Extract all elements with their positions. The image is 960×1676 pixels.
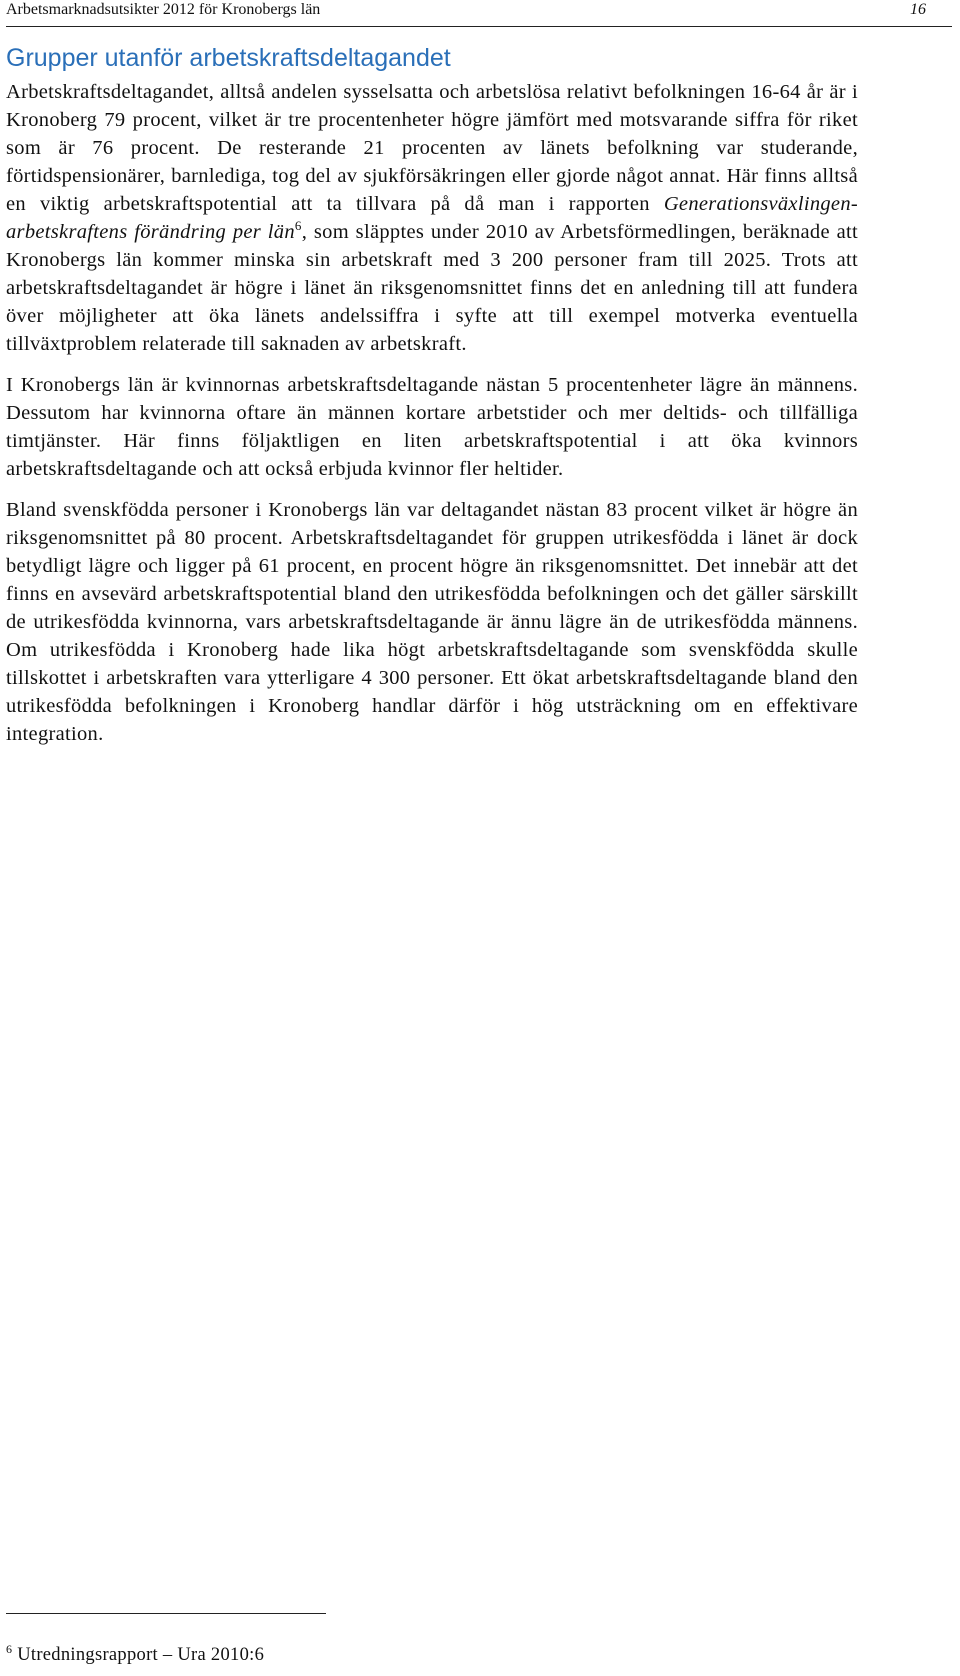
page-header [6,0,952,27]
main-content [6,40,858,761]
footnote-text: Utredningsrapport – Ura 2010:6 [12,1645,265,1665]
section-heading: Grupper utanför arbetskraftsdeltagandet [6,44,451,72]
paragraph-3: Bland svenskfödda personer i Kronobergs län var deltagandet nästan 83 procent vilket är högre än riksgenomsnittet på 80 procent. Arbetskraftsdeltagandet för gruppen utrikesfödda i länet är dock betydligt lägre och ligger på 61 procent, en procent högre än riksgenomsnittet. Det innebär att det finns en avsevärd arbetskraftspotential bland den utrikesfödda befolkningen och det gäller särskillt de utrikesfödda kvinnorna, vars arbetskraftsdeltagande är ännu lägre än de utrikesfödda männens. Om utrikesfödda i Kronoberg hade lika högt arbetskraftsdeltagande som svenskfödda skulle tillskottet i arbetskraften vara ytterligare 4 300 personer. Ett ökat arbetskraftsdeltagande bland den utrikesfödda befolkningen i Kronoberg handlar därför i hög utsträckning om en effektivare integration. [6,499,858,745]
footnote [6,1641,265,1666]
page-number: 16 [910,1,926,18]
footnote-divider [6,1613,326,1614]
footnote-number: 6 [6,1641,13,1656]
running-title: Arbetsmarknadsutsikter 2012 för Kronobergs län [6,1,321,18]
footnote-reference[interactable]: 6 [294,218,302,234]
paragraph-1 [6,78,858,358]
paragraph-1-text-a: Arbetskraftsdeltagandet, alltså andelen sysselsatta och arbetslösa relativt befolkningen 16-64 år är i Kronoberg 79 procent, vilket är tre procentenheter högre jämfört med motsvarande siffra för riket som är 76 procent. De resterande 21 procenten av länets befolkning var studerande, förtidspensionärer, barnlediga, tog del av sjukförsäkringen eller gjorde något annat. Här finns alltså en viktig arbetskraftspotential att ta tillvara på då man i rapporten [6,81,858,215]
paragraph-2: I Kronobergs län är kvinnornas arbetskraftsdeltagande nästan 5 procentenheter lägre än männens. Dessutom har kvinnorna oftare än männen kortare arbetstider och mer deltids- och tillfälliga timtjänster. Här finns följaktligen en liten arbetskraftspotential i att öka kvinnors arbetskraftsdeltagande och att också erbjuda kvinnor fler heltider. [6,374,858,480]
report-title: Generationsväxlingen- arbetskraftens förändring per län [6,193,858,243]
paragraph-1-text-b: , som släpptes under 2010 av Arbetsförmedlingen, beräknade att Kronobergs län kommer minska sin arbetskraft med 3 200 personer fram till 2025. Trots att arbetskraftsdeltagandet är högre i länet än riksgenomsnittet finns det en anledning till att fundera över möjligheter att öka länets andelssiffra i syfte att till exempel motverka eventuella tillväxtproblem relaterade till saknaden av arbetskraft. [6,221,858,355]
